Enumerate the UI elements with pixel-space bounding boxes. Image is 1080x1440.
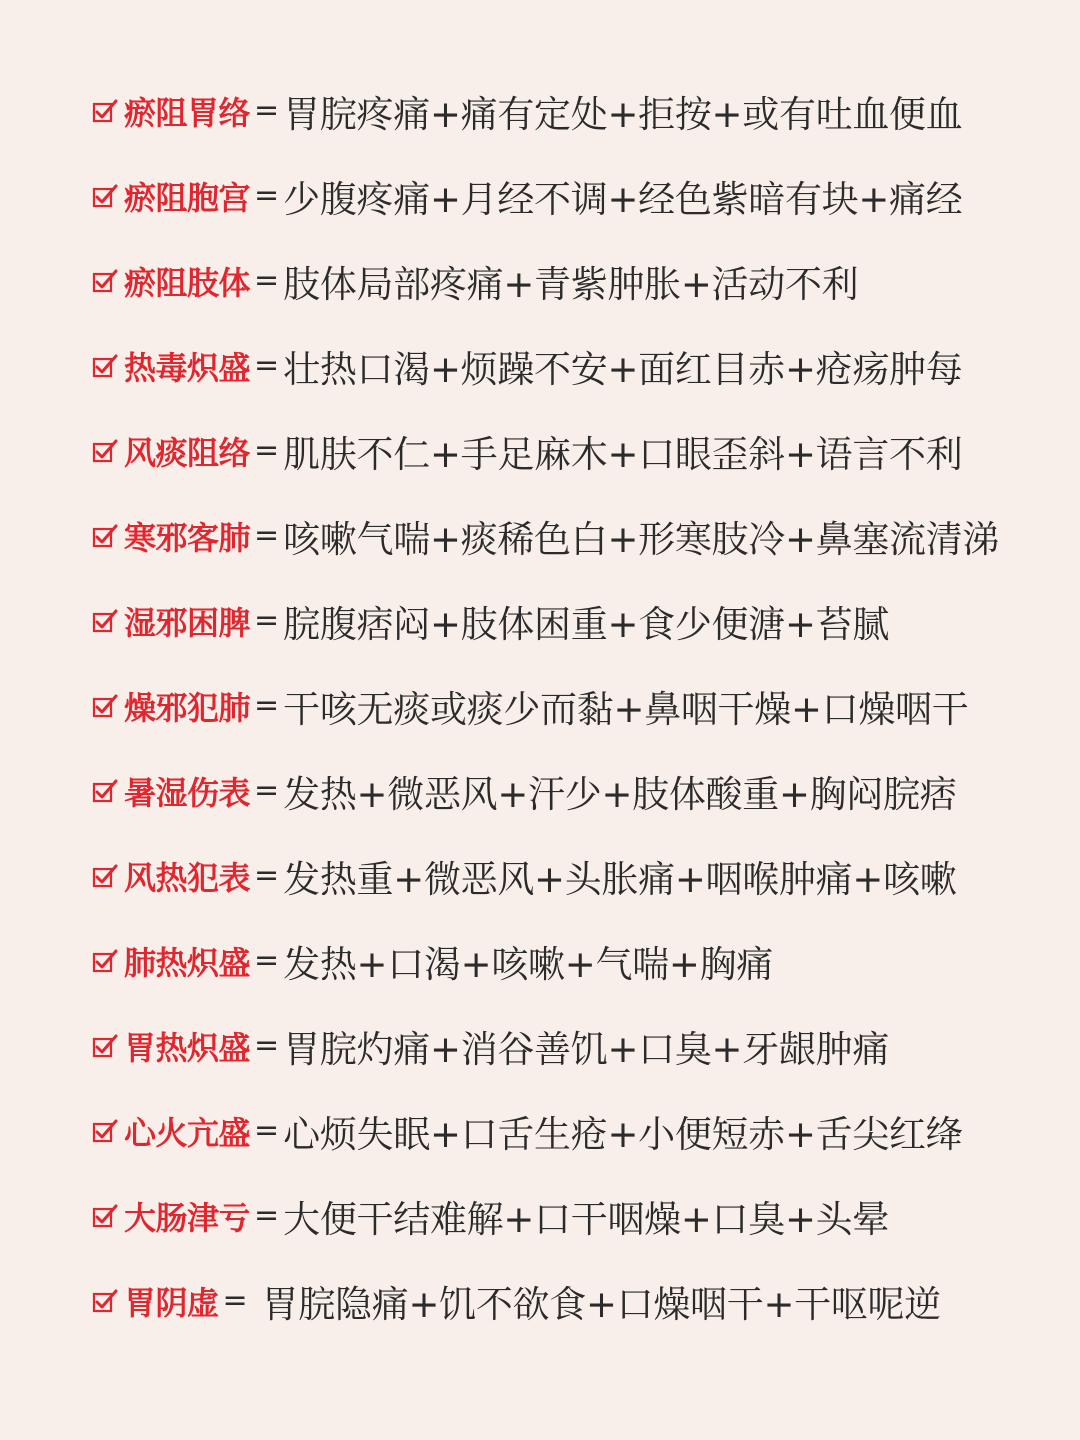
syndrome-term: 寒邪客肺 (124, 518, 251, 557)
symptom-description: 发热+微恶风+汗少+肢体酸重+胸闷脘痞 (283, 772, 957, 816)
equals-sign: = (254, 603, 280, 638)
equals-sign: = (254, 858, 280, 893)
syndrome-term: 胃阴虚 (124, 1283, 219, 1322)
list-item (92, 1003, 1052, 1088)
list-item (92, 493, 1052, 578)
list-item (92, 578, 1052, 663)
checkbox-checked-icon (92, 353, 118, 379)
symptom-description: 大便干结难解+口干咽燥+口臭+头晕 (283, 1197, 890, 1241)
symptom-description: 胃脘隐痛+饥不欲食+口燥咽干+干呕呢逆 (261, 1282, 941, 1326)
list-item (92, 1088, 1052, 1173)
equals-sign: = (254, 263, 280, 298)
symptom-description: 肌肤不仁+手足麻木+口眼歪斜+语言不利 (283, 432, 963, 476)
checkbox-checked-icon (92, 1033, 118, 1059)
list-item (92, 833, 1052, 918)
list-item (92, 68, 1052, 153)
syndrome-term: 肺热炽盛 (124, 943, 251, 982)
symptom-description: 心烦失眠+口舌生疮+小便短赤+舌尖红绛 (283, 1112, 963, 1156)
list-item (92, 918, 1052, 1003)
equals-sign: = (254, 1113, 280, 1148)
symptom-description: 壮热口渴+烦躁不安+面红目赤+疮疡肿每 (283, 347, 963, 391)
symptom-description: 脘腹痞闷+肢体困重+食少便溏+苔腻 (283, 602, 890, 646)
list-item (92, 153, 1052, 238)
list-item (92, 323, 1052, 408)
syndrome-term: 心火亢盛 (124, 1113, 251, 1152)
list-item (92, 663, 1052, 748)
syndrome-term: 热毒炽盛 (124, 348, 251, 387)
symptom-description: 少腹疼痛+月经不调+经色紫暗有块+痛经 (283, 177, 963, 221)
list-item (92, 748, 1052, 833)
checkbox-checked-icon (92, 1118, 118, 1144)
syndrome-term: 暑湿伤表 (124, 773, 251, 812)
equals-sign: = (254, 518, 280, 553)
checkbox-checked-icon (92, 98, 118, 124)
symptom-description: 胃脘灼痛+消谷善饥+口臭+牙龈肿痛 (283, 1027, 890, 1071)
list-item (92, 408, 1052, 493)
equals-sign: = (222, 1283, 248, 1318)
syndrome-term: 燥邪犯肺 (124, 688, 251, 727)
syndrome-term: 大肠津亏 (124, 1198, 251, 1237)
checkbox-checked-icon (92, 948, 118, 974)
list-item (92, 238, 1052, 323)
syndrome-list (92, 68, 1052, 1343)
equals-sign: = (254, 348, 280, 383)
checkbox-checked-icon (92, 268, 118, 294)
syndrome-term: 胃热炽盛 (124, 1028, 251, 1067)
symptom-description: 发热重+微恶风+头胀痛+咽喉肿痛+咳嗽 (283, 857, 957, 901)
equals-sign: = (254, 773, 280, 808)
checkbox-checked-icon (92, 438, 118, 464)
syndrome-term: 风热犯表 (124, 858, 251, 897)
symptom-description: 肢体局部疼痛+青紫肿胀+活动不利 (283, 262, 859, 306)
equals-sign: = (254, 943, 280, 978)
symptom-description: 咳嗽气喘+痰稀色白+形寒肢冷+鼻塞流清涕 (283, 517, 1000, 561)
list-item (92, 1173, 1052, 1258)
checkbox-checked-icon (92, 693, 118, 719)
equals-sign: = (254, 688, 280, 723)
syndrome-term: 湿邪困脾 (124, 603, 251, 642)
equals-sign: = (254, 178, 280, 213)
checkbox-checked-icon (92, 1288, 118, 1314)
equals-sign: = (254, 433, 280, 468)
checkbox-checked-icon (92, 863, 118, 889)
equals-sign: = (254, 93, 280, 128)
equals-sign: = (254, 1198, 280, 1233)
checkbox-checked-icon (92, 778, 118, 804)
equals-sign: = (254, 1028, 280, 1063)
symptom-description: 干咳无痰或痰少而黏+鼻咽干燥+口燥咽干 (283, 687, 969, 731)
syndrome-term: 瘀阻胞宫 (124, 178, 251, 217)
symptom-description: 发热+口渴+咳嗽+气喘+胸痛 (283, 942, 773, 986)
list-item (92, 1258, 1052, 1343)
checkbox-checked-icon (92, 523, 118, 549)
syndrome-term: 风痰阻络 (124, 433, 251, 472)
syndrome-term: 瘀阻胃络 (124, 93, 251, 132)
symptom-description: 胃脘疼痛+痛有定处+拒按+或有吐血便血 (283, 92, 963, 136)
checkbox-checked-icon (92, 608, 118, 634)
checkbox-checked-icon (92, 1203, 118, 1229)
checkbox-checked-icon (92, 183, 118, 209)
syndrome-term: 瘀阻肢体 (124, 263, 251, 302)
